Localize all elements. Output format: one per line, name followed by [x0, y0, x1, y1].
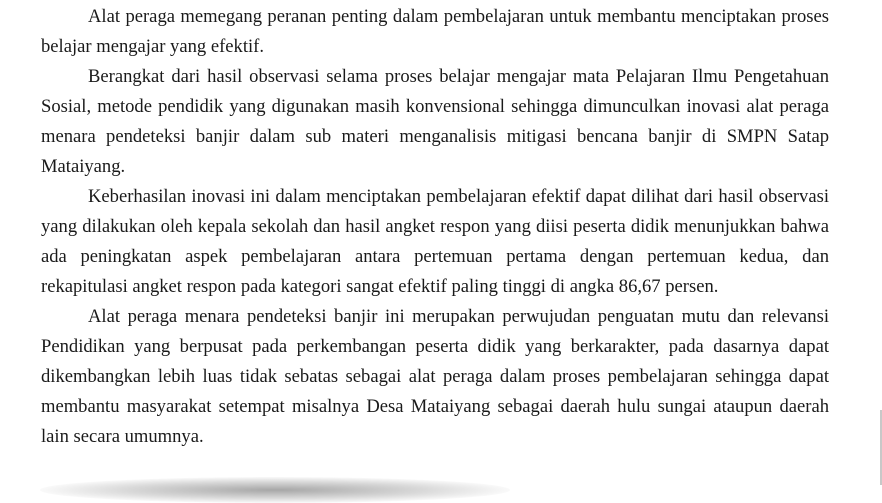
- paragraph-3: Keberhasilan inovasi ini dalam menciptakan pembelajaran efektif dapat dilihat dari hasil observasi yang dilakukan oleh kepala sekolah dan hasil angket respon yang diisi peserta didik menunjukkan bahwa ada peningkatan aspek pembelajaran antara pertemuan pertama dengan pertemuan kedua, dan rekapitulasi angket respon pada kategori sangat efektif paling tinggi di angka 86,67 persen.: [41, 186, 829, 297]
- paragraph-2: Berangkat dari hasil observasi selama proses belajar mengajar mata Pelajaran Ilmu Pengetahuan Sosial, metode pendidik yang digunakan masih konvensional sehingga dimunculkan inovasi alat peraga menara pendeteksi banjir dalam sub materi menganalisis mitigasi bencana banjir di SMPN Satap Mataiyang.: [41, 66, 829, 177]
- page-fold-shadow: [40, 477, 510, 503]
- document-page: [41, 2, 829, 452]
- paragraph-4: Alat peraga menara pendeteksi banjir ini merupakan perwujudan penguatan mutu dan relevansi Pendidikan yang berpusat pada perkembangan peserta didik yang berkarakter, pada dasarnya dapat dikembangkan lebih luas tidak sebatas sebagai alat peraga dalam proses pembelajaran sehingga dapat membantu masyarakat setempat misalnya Desa Mataiyang sebagai daerah hulu sungai ataupun daerah lain secara umumnya.: [41, 306, 829, 447]
- paragraph-1: Alat peraga memegang peranan penting dalam pembelajaran untuk membantu menciptakan proses belajar mengajar yang efektif.: [41, 6, 829, 57]
